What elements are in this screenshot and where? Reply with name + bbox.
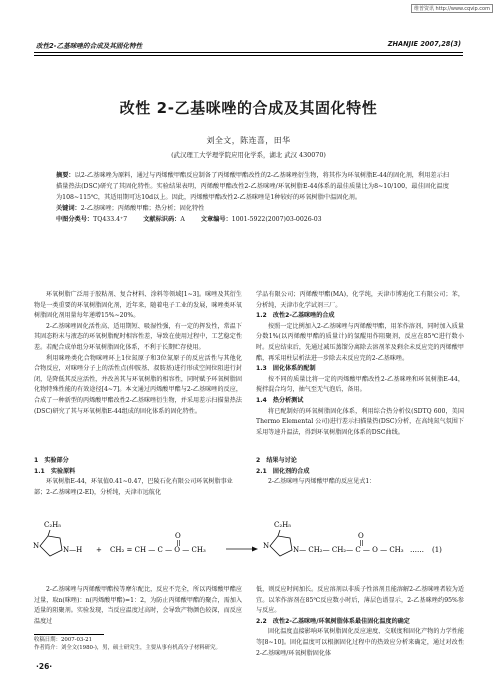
ethyl-bond-right <box>278 530 280 536</box>
imidazole-ring-right <box>270 536 292 556</box>
doc-code-value: A <box>180 216 185 223</box>
running-header <box>36 40 461 50</box>
carbonyl-o-left: O <box>175 532 181 540</box>
keywords <box>56 203 449 214</box>
curing-discussion <box>256 585 464 659</box>
reaction-discussion-text: 2-乙基咪唑与丙烯酸甲酯按等摩尔配比，反应不完全，所以丙烯酸甲酯应过量，取n(咪唑)：n(丙烯酸甲酯)=1：2，为防止丙烯酸甲酯的聚合，需加入适量的阻聚剂。实验发现，当反应温度过高时，会导致产物颜色较深，而反应温度过 <box>34 586 242 625</box>
product-chain: N— CH₂— CH₂— C — O — CH₃ <box>293 546 404 554</box>
abstract-text: 以2-乙基咪唑为原料，通过与丙烯酸甲酯反应制备了丙烯酸甲酯改性的2-乙基咪唑衍生物，将其作为环氧树脂E-44的固化剂，利用差示扫描量热法(DSC)研究了其固化特性。实验结果表明，丙烯酸甲酯改性2-乙基咪唑/环氧树脂E-44体系的最佳质量比为8~10/100，最佳固化温度为108~115℃，其适用期可达10d以上。因此，丙烯酸甲酯改性2-乙基咪唑是1种较好的环氧树脂中温固化剂。 <box>56 172 450 201</box>
imidazole-ring-left <box>40 536 62 556</box>
arrow-head <box>252 547 258 552</box>
ring-n-right: N <box>263 542 270 550</box>
solvent-paragraph: 低，则反应时间加长。反应溶剂以非质子性溶剂且能溶解2-乙基咪唑者较为适宜。以苯作溶剂在85℃反应数小时后，薄层色谱显示，2-乙基咪唑约95%参与反应。 <box>256 586 464 615</box>
reaction-discussion <box>34 585 242 627</box>
footnote-rule <box>34 634 104 635</box>
keywords-label: 关键词： <box>56 205 81 212</box>
ring-nh-left: N—H <box>63 546 83 554</box>
intro-paragraph-1: 环氧树脂广泛用于胶粘剂、复合材料、涂料等领域[1~3]。咪唑及其衍生物是一类重要的环氧树脂固化剂，近年来，随着电子工业的发展，咪唑类环氧树脂固化剂用量每年递增15%~20%。 <box>34 291 242 320</box>
materials-paragraph: 环氧树脂E-44，环氧值0.41~0.47，巴陵石化有限公司环氧树脂事业部；2-乙基咪唑(2-EI)，分析纯，天津市远航化 <box>34 478 233 496</box>
header-rule-thin <box>34 55 463 56</box>
heading-2: 2 结果与讨论 <box>256 457 297 464</box>
footnote <box>34 636 242 653</box>
heading-2-1: 2.1 固化剂的合成 <box>256 467 310 475</box>
experimental-section <box>34 456 242 498</box>
heading-1-4: 1.4 热分析测试 <box>256 396 304 404</box>
running-title: 改性2-乙基咪唑的合成及其固化特性 <box>36 42 143 50</box>
ethyl-bond-left <box>48 530 50 536</box>
article-no-value: 1001-5922(2007)03-0026-03 <box>231 216 322 223</box>
intro-paragraph-3: 利用咪唑类化合物咪唑环上1位氮原子和3位氮原子的反应活性与其他化合物反应，对咪唑分子上的活性点(仲胺基、叔胺基)进行形成空间位阻进行封闭，是降低其反应活性，并改善其与环氧树脂的相容性，同时赋予环氧树脂固化物特殊性能的有效途径[4~7]。本文通过丙烯酸甲酯与2-乙基咪唑的反应，合成了一种新型的丙烯酸甲酯改性2-乙基咪唑衍生物，并采用差示扫描量热法(DSC)研究了其与环氧树脂E-44组成的固化体系的固化特性。 <box>34 354 242 415</box>
heading-2-2: 2.2 改性2-乙基咪唑/环氧树脂体系最佳固化温度的确定 <box>256 617 410 625</box>
heading-1-2: 1.2 改性2-乙基咪唑的合成 <box>256 312 335 320</box>
carbonyl-o-right: O <box>358 532 364 540</box>
received-date: 收稿日期：2007-03-21 <box>34 637 93 643</box>
intro-column <box>34 290 242 417</box>
header-rule <box>34 52 463 53</box>
intro-paragraph-2: 2-乙基咪唑固化活性高、适用期短、吸湿性强，有一定的挥发性，常温下其固态粉末与液态的环氧树脂配时相容性差，导致在使用过程中，工艺稳定性差。若配合成单组分环氧树脂固化体系，不利于长期贮存使用。 <box>34 322 242 351</box>
leader-dots: …… <box>410 546 424 554</box>
heading-1-3: 1.3 固化体系的配制 <box>256 365 316 373</box>
author-bio: 作者简介：刘全文(1980-)，男，硕士研究生，主要从事有机高分子材料研究。 <box>34 645 221 652</box>
authors: 刘全文，陈连喜，田华 <box>206 136 291 145</box>
ethyl-label-left: C₂H₅ <box>44 521 62 529</box>
reaction-scheme <box>30 516 470 574</box>
ring-n-left: N <box>33 542 40 550</box>
methods-column <box>256 290 464 438</box>
curing-temp-paragraph: 固化温度直接影响环氧树脂固化反应速度、交联度和固化产物的力学性能等[8~10]。固化温度可以根据固化过程中的热效应分析来确定，通过对改性2-乙基咪唑/环氧树脂固化体 <box>256 628 464 657</box>
classification-line <box>56 214 449 225</box>
paper-title: 改性 2-乙基咪唑的合成及其固化特性 <box>119 99 378 117</box>
issue-info: ZHANJIE 2007,28(3) <box>387 40 461 48</box>
page-number: ·26· <box>36 662 53 671</box>
abstract-block <box>56 170 449 225</box>
clc-label: 中图分类号： <box>56 216 94 223</box>
affiliation: (武汉理工大学理学院应用化学系，湖北 武汉 430070) <box>171 151 326 159</box>
abstract-label: 摘要： <box>56 172 75 179</box>
formulation-paragraph: 按不同的质量比将一定的丙烯酸甲酯改性2-乙基咪唑和环氧树脂E-44，搅拌混合均匀，抽气至无气泡后，备用。 <box>256 375 464 394</box>
clc-value: TQ433.4⁺7 <box>93 216 128 223</box>
equation-number: (1) <box>432 546 442 554</box>
abstract <box>56 170 449 203</box>
keywords-text: 2-乙基咪唑；丙烯酸甲酯；热分析；固化特性 <box>80 205 205 212</box>
materials-continued: 学品有限公司；丙烯酸甲酯(MA)，化学纯，天津市博迪化工有限公司；苯，分析纯，天津市化学试剂三厂。 <box>256 291 464 309</box>
heading-1-1: 1.1 实验原料 <box>34 467 76 475</box>
methyl-acrylate: CH₂ = CH — C — O — CH₃ <box>110 546 206 554</box>
ethyl-label-right: C₂H₅ <box>274 521 292 529</box>
doc-code-label: 文献标识码： <box>143 216 181 223</box>
synthesis-paragraph: 按照一定比例加入2-乙基咪唑与丙烯酸甲酯，用苯作溶剂，同时加入质量分数1%(以丙烯酸甲酯的质量计)的氢醌用作阻聚剂，反应在85℃进行数小时。反应结束后，先通过减压蒸馏分离除去溶剂苯及剩余未反应完的丙烯酸甲酯，再采用柱层析法进一步除去未反应完的2-乙基咪唑。 <box>256 322 464 362</box>
heading-1: 1 实验部分 <box>34 457 69 464</box>
article-no-label: 文章编号： <box>200 216 232 223</box>
reaction-intro: 2-乙基咪唑与丙烯酸甲酯的反应见式1： <box>268 478 376 486</box>
plus-sign: + <box>96 546 102 554</box>
thermal-analysis-paragraph: 将已配制好的环氧树脂固化体系，利用综合热分析仪(SDTQ 600，美国 Thermo Elemental 公司)进行差示扫描量热(DSC)分析，在高纯氮气氛围下采用等速升温法，得到环氧树脂固化体系的DSC曲线。 <box>256 407 464 436</box>
source-watermark: 维普资讯 http://www.cqvip.com <box>411 4 493 13</box>
results-section <box>256 456 464 488</box>
